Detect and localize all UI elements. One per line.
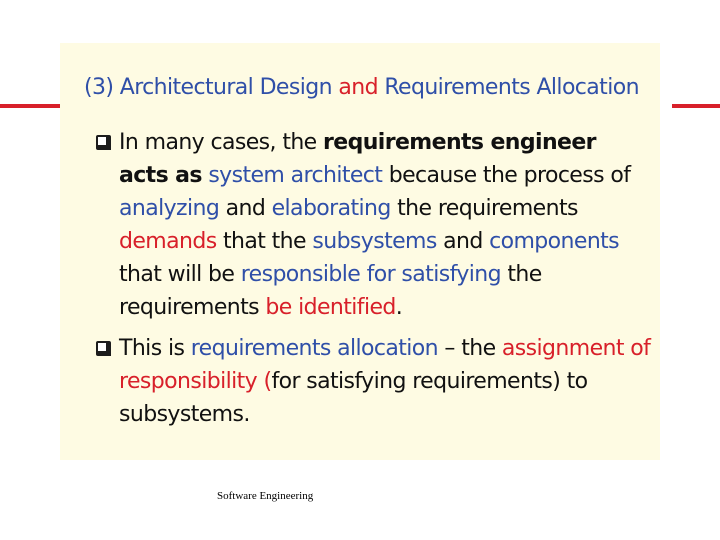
text-span: requirements allocation: [190, 336, 439, 361]
left-red-rule: [0, 104, 62, 108]
bullet-1-line-5: [94, 258, 650, 291]
text-span: system architect: [208, 163, 383, 188]
bullet-1-line-2: [94, 159, 650, 192]
footer-label: Software Engineering: [217, 490, 314, 502]
bullet-1-line-4: [94, 225, 650, 258]
text-span: responsibility (: [119, 369, 272, 394]
text-span: responsible for satisfying: [240, 262, 501, 287]
title-part-1: (3) Architectural Design: [84, 75, 339, 100]
text-span: – the: [438, 336, 502, 361]
bullet-requirements-engineer: [94, 126, 650, 324]
text-span: assignment of: [501, 336, 651, 361]
text-span: for satisfying requirements) to: [271, 369, 588, 394]
text-span: components: [489, 229, 620, 254]
text-span: demands: [119, 229, 217, 254]
title-part-3: Requirements Allocation: [377, 75, 639, 100]
text-span: and: [219, 196, 272, 221]
hollow-square-bullet-icon: [96, 135, 111, 150]
text-span: subsystems.: [119, 402, 250, 427]
text-span: elaborating: [271, 196, 391, 221]
text-span: This is: [119, 336, 191, 361]
right-red-rule: [672, 104, 720, 108]
text-span: the requirements: [390, 196, 578, 221]
text-span: because the process of: [382, 163, 631, 188]
bullet-1-line-6: [94, 291, 650, 324]
text-span: .: [395, 295, 403, 320]
bullet-2-line-2: [94, 365, 650, 398]
title-part-2: and: [338, 75, 378, 100]
bullet-2-line-3: [94, 398, 650, 431]
text-span: and: [436, 229, 490, 254]
bullet-1-line-1: [94, 126, 650, 159]
text-span: the: [500, 262, 542, 287]
text-span: requirements engineer: [323, 130, 596, 155]
bullet-2-line-1: [94, 332, 650, 365]
text-span: In many cases, the: [119, 130, 324, 155]
slide-title: [84, 73, 654, 103]
text-span: subsystems: [312, 229, 437, 254]
text-span: that the: [216, 229, 313, 254]
text-span: analyzing: [119, 196, 220, 221]
bullet-1-line-3: [94, 192, 650, 225]
text-span: be identified: [265, 295, 396, 320]
slide-content-panel: [60, 43, 660, 460]
text-span: acts as: [119, 163, 202, 188]
text-span: requirements: [119, 295, 266, 320]
bullet-requirements-allocation: [94, 332, 650, 431]
text-span: that will be: [119, 262, 241, 287]
hollow-square-bullet-icon: [96, 341, 111, 356]
